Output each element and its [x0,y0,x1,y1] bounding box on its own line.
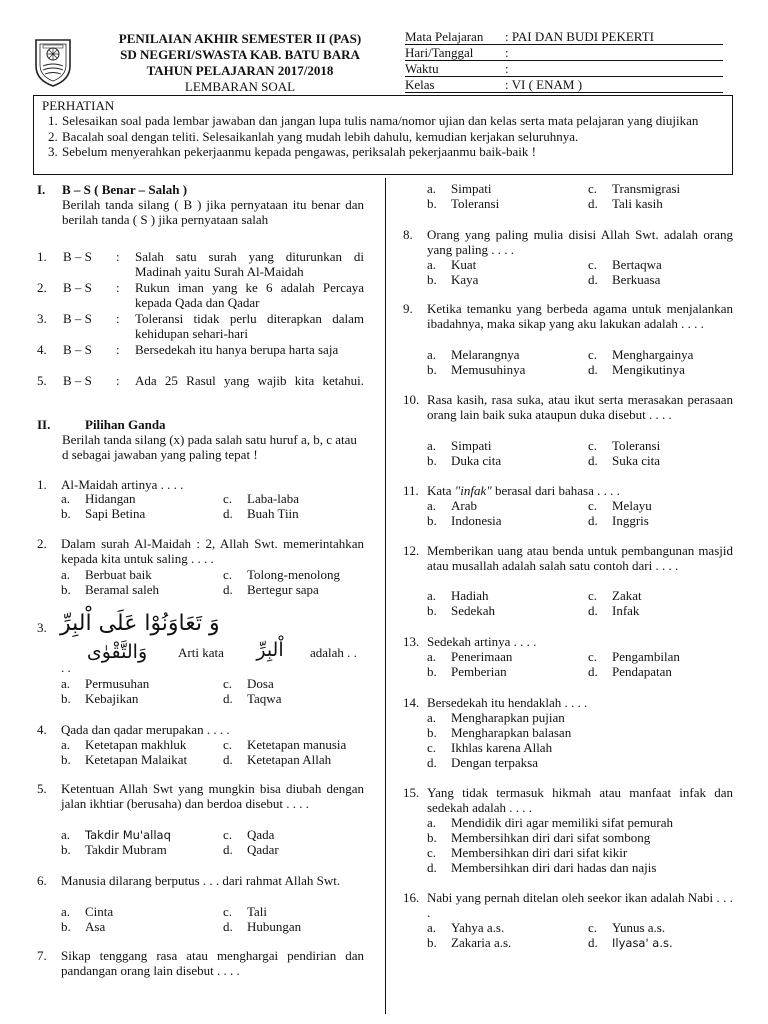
option-letter: b. [61,842,71,857]
option-a[interactable] [61,676,149,691]
option-text: Kuat [451,257,477,272]
notice-item-number: 3. [48,144,58,160]
section1-title: B – S ( Benar – Salah ) [62,182,188,197]
notice-item-number: 2. [48,128,58,144]
option-c[interactable] [223,491,299,506]
question-number: 13. [403,634,420,649]
notice-item [42,113,724,128]
option-letter: c. [588,257,598,272]
option-text: Kebajikan [85,691,139,706]
question-text: Memberikan uang atau benda untuk pembangunan masjid atau musallah adalah salah satu contoh dari . . . . [427,543,733,574]
question-number: 2. [37,536,47,551]
option-letter: d. [588,603,598,618]
option-text: Tali kasih [612,196,663,211]
statement-text: Toleransi tidak perlu diterapkan dalam kehidupan sehari-hari [135,311,364,342]
option-text: Membersihkan diri dari hadas dan najis [451,860,657,875]
option-letter: c. [223,491,233,506]
option-text: Hubungan [247,919,302,934]
question-number: 12. [403,543,420,558]
option-b[interactable] [61,506,145,521]
separator: : [116,373,120,388]
option-c[interactable] [427,845,627,860]
option-b[interactable] [427,513,502,528]
option-text: Melarangnya [451,347,520,362]
question-text-post: berasal dari bahasa . . . . [491,483,620,498]
question-text: Bersedekah itu hendaklah . . . . [427,695,588,710]
option-letter: d. [223,842,233,857]
option-a[interactable] [61,827,171,843]
notice-item [42,144,724,159]
option-c[interactable] [223,676,274,691]
field-value: : [505,61,509,76]
option-text: Qada [247,827,275,842]
option-d[interactable] [588,272,660,287]
option-letter: a. [61,676,71,691]
option-letter: a. [427,588,437,603]
option-text: Simpati [451,181,492,196]
option-text: Cinta [85,904,114,919]
field-value: : [505,45,509,60]
option-letter: a. [61,567,71,582]
question-text: Sedekah artinya . . . . [427,634,537,649]
field-value: : PAI DAN BUDI PEKERTI [505,29,654,44]
option-b[interactable] [427,603,495,618]
option-text: Hadiah [451,588,489,603]
option-letter: b. [427,935,437,950]
separator: : [116,342,120,357]
question-text: Arti kata [178,645,224,660]
field-date [405,45,723,61]
option-text: Mengharapkan balasan [451,725,572,740]
option-a[interactable] [427,920,504,935]
question-text: Manusia dilarang berputus . . . dari rahmat Allah Swt. [61,873,341,888]
option-d[interactable] [223,919,301,934]
option-c[interactable] [588,649,680,664]
option-letter: a. [427,257,437,272]
option-b[interactable] [61,842,167,857]
question-number: 16. [403,890,420,905]
option-c[interactable] [223,827,274,842]
option-letter: d. [588,272,598,287]
option-text: Memusuhinya [451,362,526,377]
option-letter: d. [588,453,598,468]
option-a[interactable] [427,181,491,196]
field-label: Mata Pelajaran [405,29,484,44]
option-d[interactable] [588,513,649,528]
option-letter: c. [588,498,598,513]
option-d[interactable] [427,860,656,875]
option-letter: c. [588,588,598,603]
field-time [405,61,723,77]
option-a[interactable] [61,904,113,919]
option-text: Ikhlas karena Allah [451,740,553,755]
option-letter: d. [588,513,598,528]
option-letter: b. [427,603,437,618]
notice-title: PERHATIAN [42,98,115,113]
option-letter: c. [223,737,233,752]
notice-item-text: Bacalah soal dengan teliti. Selesaikanlah yang mudah lebih dahulu, kemudian kerjakan seluruhnya. [62,128,579,144]
question-number: 5. [37,781,47,796]
option-a[interactable] [427,710,565,725]
school-name: SD NEGERI/SWASTA KAB. BATU BARA [120,47,360,62]
option-text: Transmigrasi [612,181,681,196]
field-underline [405,92,723,93]
option-b[interactable] [61,919,105,934]
option-text: Hidangan [85,491,136,506]
section2-title: Pilihan Ganda [85,417,166,432]
option-letter: b. [61,506,71,521]
option-letter: c. [588,347,598,362]
option-d[interactable] [588,603,639,618]
option-letter: a. [61,491,71,506]
question-text-tail: adalah . . [310,645,357,660]
option-letter: d. [427,755,437,770]
option-text: Pengambilan [612,649,680,664]
option-b[interactable] [427,453,501,468]
arabic-verse-line1: وَ تَعَاوَنُوْا عَلَى اْلبِرِّ [60,611,220,636]
option-letter: d. [588,196,598,211]
option-text: Berkuasa [612,272,661,287]
option-a[interactable] [427,498,477,513]
option-d[interactable] [223,691,281,706]
option-text: Membersihkan diri dari sifat kikir [451,845,628,860]
option-letter: d. [427,860,437,875]
field-value: : VI ( ENAM ) [505,77,583,92]
option-d[interactable] [588,196,663,211]
option-text: Buah Tiin [247,506,299,521]
separator: : [116,311,120,326]
option-letter: c. [588,438,598,453]
option-b[interactable] [427,664,507,679]
option-letter: a. [427,347,437,362]
separator: : [116,280,120,295]
option-d[interactable] [223,506,299,521]
option-c[interactable] [223,737,346,752]
option-b[interactable] [427,272,478,287]
question-text: Yang tidak termasuk hikmah atau manfaat infak dan sedekah adalah . . . . [427,785,733,816]
option-letter: b. [427,830,437,845]
option-c[interactable] [588,438,660,453]
option-text: Infak [612,603,640,618]
academic-year: TAHUN PELAJARAN 2017/2018 [146,63,334,78]
item-number: 3. [37,311,47,326]
option-d[interactable] [223,582,319,597]
option-text: Suka cita [612,453,661,468]
question-number: 10. [403,392,420,407]
option-b[interactable] [427,196,499,211]
option-letter: a. [427,498,437,513]
option-a[interactable] [427,257,476,272]
option-text: Mengikutinya [612,362,685,377]
section2-instruction: Berilah tanda silang (x) pada salah satu huruf a, b, c atau d sebagai jawaban yang paling tepat ! [62,432,357,463]
option-text: Pendapatan [612,664,672,679]
option-letter: a. [427,438,437,453]
option-text: Zakaria a.s. [451,935,512,950]
option-letter: a. [427,710,437,725]
option-letter: d. [588,362,598,377]
notice-item-text: Sebelum menyerahkan pekerjaanmu kepada pengawas, periksalah pekerjaanmu baik-baik ! [62,144,536,160]
option-text: Tali [247,904,268,919]
option-text: Mendidik diri agar memiliki sifat pemurah [451,815,674,830]
question-text: Qada dan qadar merupakan . . . . [61,722,230,737]
option-letter: b. [61,919,71,934]
option-text: Zakat [612,588,642,603]
notice-item [42,129,724,144]
question-text: Rasa kasih, rasa suka, atau ikut serta merasakan perasaan orang lain baik suka ataupun duka disebut . . . . [427,392,733,423]
option-a[interactable] [427,438,491,453]
option-letter: a. [427,815,437,830]
option-text: Permusuhan [85,676,150,691]
option-letter: b. [427,272,437,287]
option-d[interactable] [223,842,279,857]
question-number: 15. [403,785,420,800]
option-d[interactable] [588,362,685,377]
option-text: Toleransi [451,196,500,211]
header-titles [78,31,402,95]
option-a[interactable] [427,815,673,830]
option-text: Indonesia [451,513,502,528]
option-text: Laba-laba [247,491,299,506]
option-c[interactable] [223,904,267,919]
item-number: 4. [37,342,47,357]
option-text: Bertaqwa [612,257,662,272]
statement-text: Ada 25 Rasul yang wajib kita ketahui. [135,373,364,388]
option-letter: c. [588,649,598,664]
section1-number: I. [37,182,46,197]
true-false-choice[interactable]: B – S [63,280,92,295]
item-number: 2. [37,280,47,295]
option-c[interactable] [588,181,680,196]
statement-text: Salah satu surah yang diturunkan di Madinah yaitu Surah Al-Maidah [135,249,364,280]
arabic-word: اْلبِرِّ [256,639,284,661]
option-letter: b. [427,513,437,528]
school-logo [28,36,78,88]
question-number: 8. [403,227,413,242]
option-letter: a. [427,649,437,664]
true-false-choice[interactable]: B – S [63,373,92,388]
question-number: 1. [37,477,47,492]
question-text: Ketika temanku yang berbeda agama untuk menjalankan ibadahnya, maka sikap yang aku lakukan adalah . . . . [427,301,733,332]
question-number: 7. [37,948,47,963]
option-text: Dengan terpaksa [451,755,538,770]
question-number: 9. [403,301,413,316]
true-false-choice[interactable]: B – S [63,342,92,357]
option-letter: c. [223,827,233,842]
option-text: Ilyasa' a.s. [612,936,673,950]
option-letter: b. [427,453,437,468]
question-text: Dalam surah Al-Maidah : 2, Allah Swt. memerintahkan kepada kita untuk saling . . . . [61,536,364,567]
field-label: Hari/Tanggal [405,45,474,60]
option-letter: d. [223,582,233,597]
notice-box [33,95,733,175]
option-text: Yahya a.s. [451,920,505,935]
option-text: Pemberian [451,664,507,679]
option-c[interactable] [588,257,662,272]
question-text: Al-Maidah artinya . . . . [61,477,184,492]
option-c[interactable] [588,347,693,362]
question-number: 4. [37,722,47,737]
option-d[interactable] [588,453,660,468]
separator: : [116,249,120,264]
option-text: Ketetapan manusia [247,737,347,752]
option-text: Kaya [451,272,479,287]
option-letter: a. [427,181,437,196]
field-subject [405,29,723,45]
option-text: Mengharapkan pujian [451,710,565,725]
statement-text: Bersedekah itu hanya berupa harta saja [135,342,339,357]
option-text: Tolong-menolong [247,567,340,582]
option-a[interactable] [427,649,512,664]
option-letter: d. [588,935,598,950]
option-b[interactable] [427,362,525,377]
option-b[interactable] [61,582,159,597]
option-text: Arab [451,498,477,513]
option-a[interactable] [61,737,186,752]
question-text: Nabi yang pernah ditelan oleh seekor ikan adalah Nabi . . . . [427,890,733,921]
option-letter: d. [223,919,233,934]
option-text: Simpati [451,438,492,453]
question-number: 14. [403,695,420,710]
statement-text: Rukun iman yang ke 6 adalah Percaya kepada Qada dan Qadar [135,280,364,311]
option-text: Ketetapan Malaikat [85,752,188,767]
option-letter: b. [427,196,437,211]
header-fields [405,29,723,93]
option-a[interactable] [427,347,520,362]
question-keyword: "infak" [454,483,492,498]
option-text: Takdir Mu'allaq [85,828,171,842]
option-text: Asa [85,919,106,934]
option-d[interactable] [588,664,672,679]
option-letter: b. [61,752,71,767]
option-letter: a. [61,827,71,842]
exam-title: PENILAIAN AKHIR SEMESTER II (PAS) [118,31,362,46]
option-text: Berbuat baik [85,567,152,582]
option-b[interactable] [427,725,571,740]
true-false-choice[interactable]: B – S [63,249,92,264]
option-letter: c. [588,181,598,196]
option-letter: a. [61,904,71,919]
item-number: 1. [37,249,47,264]
option-letter: b. [427,725,437,740]
question-text [427,483,620,498]
option-letter: c. [223,676,233,691]
option-d[interactable] [427,755,538,770]
option-letter: d. [223,691,233,706]
option-letter: b. [427,362,437,377]
option-letter: c. [223,904,233,919]
option-text: Beramal saleh [85,582,159,597]
question-number: 3. [37,620,47,635]
option-text: Ketetapan Allah [247,752,332,767]
item-number: 5. [37,373,47,388]
option-text: Taqwa [247,691,282,706]
option-text: Melayu [612,498,652,513]
option-text: Membersihkan diri dari sifat sombong [451,830,651,845]
option-a[interactable] [61,567,152,582]
option-text: Inggris [612,513,649,528]
question-text: Ketentuan Allah Swt yang mungkin bisa diubah dengan jalan ikhtiar (berusaha) dan berdoa disebut . . . . [61,781,364,812]
option-b[interactable] [61,691,138,706]
notice-item-number: 1. [48,113,58,129]
field-label: Waktu [405,61,439,76]
option-text: Duka cita [451,453,502,468]
question-number: 6. [37,873,47,888]
option-text: Takdir Mubram [85,842,167,857]
question-text: Orang yang paling mulia disisi Allah Swt. adalah orang yang paling . . . . [427,227,733,258]
question-text: Sikap tenggang rasa atau menghargai pendirian dan pandangan orang lain disebut . . . . [61,948,364,979]
option-text: Menghargainya [612,347,694,362]
option-b[interactable] [427,830,650,845]
option-b[interactable] [427,935,511,950]
option-text: Ketetapan makhluk [85,737,187,752]
option-letter: b. [427,664,437,679]
option-letter: a. [61,737,71,752]
arabic-verse-line2: وَالتَّقْوٰى [86,641,148,663]
option-c[interactable] [588,588,642,603]
option-letter: b. [61,691,71,706]
option-text: Dosa [247,676,274,691]
notice-item-text: Selesaikan soal pada lembar jawaban dan jangan lupa tulis nama/nomor ujian dan kelas serta mata pelajaran yang diujikan [62,113,699,129]
question-number: 11. [403,483,419,498]
option-a[interactable] [61,491,136,506]
option-letter: a. [427,920,437,935]
true-false-choice[interactable]: B – S [63,311,92,326]
sheet-title: LEMBARAN SOAL [184,79,296,94]
option-letter: c. [427,740,437,755]
option-text: Yunus a.s. [612,920,666,935]
option-b[interactable] [61,752,187,767]
option-c[interactable] [588,920,665,935]
option-text: Toleransi [612,438,661,453]
option-letter: d. [588,664,598,679]
option-letter: c. [223,567,233,582]
option-letter: b. [61,582,71,597]
section1-instruction: Berilah tanda silang ( B ) jika pernyataan itu benar dan berilah tanda ( S ) jika pernyataan salah [62,197,364,228]
option-letter: c. [588,920,598,935]
option-c[interactable] [588,498,652,513]
option-letter: c. [427,845,437,860]
option-a[interactable] [427,588,489,603]
option-letter: d. [223,752,233,767]
option-letter: d. [223,506,233,521]
option-text: Sedekah [451,603,496,618]
column-divider [385,178,386,1014]
field-class [405,77,723,93]
option-text: Qadar [247,842,279,857]
option-text: Penerimaan [451,649,513,664]
option-d[interactable] [223,752,331,767]
section2-number: II. [37,417,51,432]
option-c[interactable] [427,740,552,755]
option-c[interactable] [223,567,340,582]
option-text: Bertegur sapa [247,582,319,597]
option-d[interactable] [588,935,673,951]
question-text-cont: . . [61,660,71,675]
option-text: Sapi Betina [85,506,146,521]
field-label: Kelas [405,77,435,92]
question-text-pre: Kata [427,483,455,498]
